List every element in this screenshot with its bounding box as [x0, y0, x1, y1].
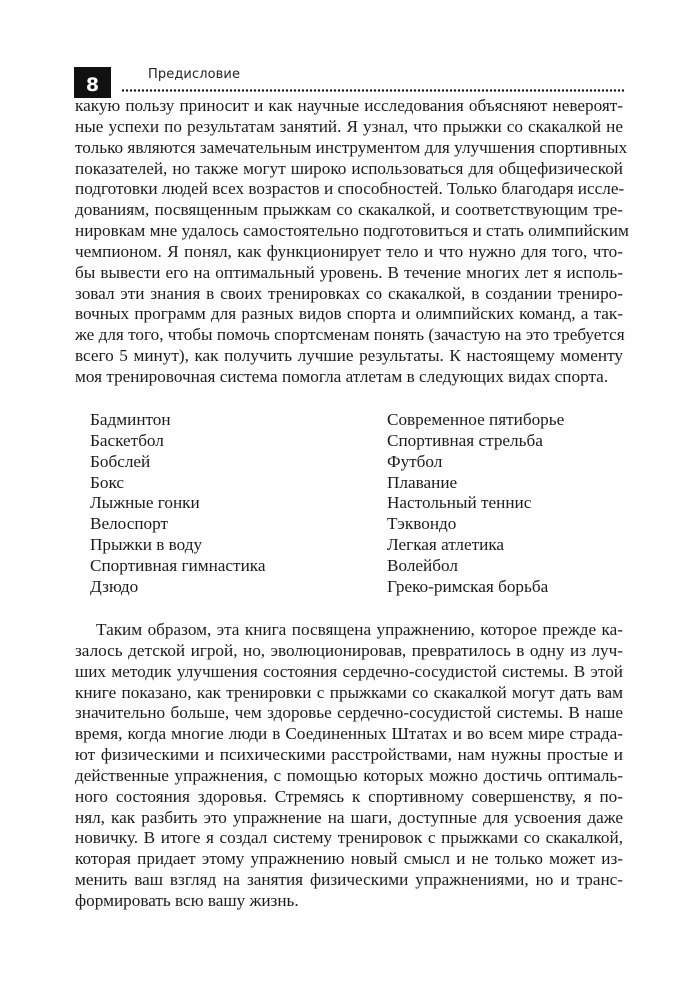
- text-line: новичку. В итоге я создал систему тренировок с прыжками со скакалкой,: [75, 828, 623, 848]
- paragraph-conclusion: [75, 620, 623, 912]
- sport-item: Легкая атлетика: [387, 535, 505, 555]
- text-line: какую пользу приносит и как научные исследования объясняют невероят-: [75, 96, 623, 115]
- text-line: чемпионом. Я понял, как функционирует тело и что нужно для того, что-: [75, 241, 623, 261]
- sport-item: Бадминтон: [90, 410, 171, 429]
- text-line: нял, как разбить это упражнение на шаги, доступные для усвоения даже: [75, 807, 623, 827]
- text-line: всего 5 минут), как получить лучшие результаты. К настоящему моменту: [75, 346, 623, 366]
- text-line: действенные упражнения, с помощью которых можно достичь оптималь-: [75, 765, 623, 785]
- text-line: дованиям, посвященным прыжкам со скакалкой, и соответствующим тре-: [75, 200, 623, 220]
- sport-item: Тэквондо: [387, 514, 457, 534]
- text-line: значительно больше, чем здоровье сердечно-сосудистой системы. В наше: [75, 703, 623, 723]
- sport-item: Настольный теннис: [387, 493, 532, 513]
- text-line: книге показано, как тренировки с прыжками со скакалкой могут дать вам: [75, 682, 623, 702]
- paragraph-intro: [75, 96, 629, 388]
- text-line: показателей, но также могут широко использоваться для общефизической: [75, 158, 623, 178]
- text-line: время, когда многие люди в Соединенных Штатах и во всем мире страда-: [75, 724, 623, 744]
- text-line: бы вывести его на оптимальный уровень. В течение многих лет я исполь-: [75, 262, 623, 282]
- running-title: Предисловие: [148, 67, 241, 82]
- page-header: [74, 67, 624, 99]
- text-line: моя тренировочная система помогла атлетам в следующих видах спорта.: [75, 366, 609, 386]
- sport-item: Спортивная стрельба: [387, 430, 543, 450]
- text-line: ших методик улучшения состояния сердечно-сосудистой системы. В этой: [75, 661, 623, 681]
- sport-item: Велоспорт: [90, 514, 168, 534]
- text-line: зовал эти знания в своих тренировках со скакалкой, в создании трениро-: [75, 283, 623, 303]
- sport-item: Современное пятиборье: [387, 410, 565, 429]
- sport-item: Спортивная гимнастика: [90, 555, 266, 575]
- sports-list-left-column: [90, 410, 265, 598]
- text-line: менить ваш взгляд на занятия физическими упражнениями, но и транс-: [75, 870, 623, 890]
- text-line: ного состояния здоровья. Стремясь к спортивному совершенству, я по-: [75, 786, 623, 806]
- sport-item: Баскетбол: [90, 430, 164, 450]
- text-line: нировкам мне удалось самостоятельно подготовиться и стать олимпийским: [75, 221, 629, 241]
- text-line: залось детской игрой, но, эволюционировав, превратилось в одну из луч-: [75, 640, 623, 660]
- sports-list-right-column: [387, 410, 564, 598]
- text-line: которая придает этому упражнению новый смысл и не только может из-: [75, 849, 623, 869]
- sport-item: Лыжные гонки: [90, 493, 200, 513]
- text-line: же для того, чтобы помочь спортсменам понять (зачастую на это требуется: [75, 325, 625, 345]
- sport-item: Бобслей: [90, 451, 151, 471]
- page-number: 8: [74, 67, 111, 98]
- text-line: ные успехи по результатам занятий. Я узнал, что прыжки со скакалкой не: [75, 116, 623, 136]
- text-line: вочных программ для разных видов спорта и олимпийских команд, а так-: [75, 304, 623, 324]
- sport-item: Дзюдо: [90, 576, 139, 596]
- text-line: формировать всю вашу жизнь.: [75, 890, 299, 910]
- text-line: подготовки людей всех возрастов и способностей. Только благодаря иссле-: [75, 179, 625, 199]
- sport-item: Прыжки в воду: [90, 535, 203, 555]
- text-line: только являются замечательным инструментом для улучшения спортивных: [75, 137, 628, 157]
- sport-item: Футбол: [387, 451, 443, 471]
- sport-item: Плавание: [387, 472, 458, 492]
- sport-item: Волейбол: [387, 555, 458, 575]
- text-line: ют физическими и психическими расстройствами, нам нужны простые и: [75, 745, 623, 765]
- dotted-rule-divider: [121, 89, 624, 92]
- sport-item: Греко-римская борьба: [387, 576, 549, 596]
- sport-item: Бокс: [90, 472, 125, 492]
- text-line: Таким образом, эта книга посвящена упражнению, которое прежде ка-: [96, 620, 623, 639]
